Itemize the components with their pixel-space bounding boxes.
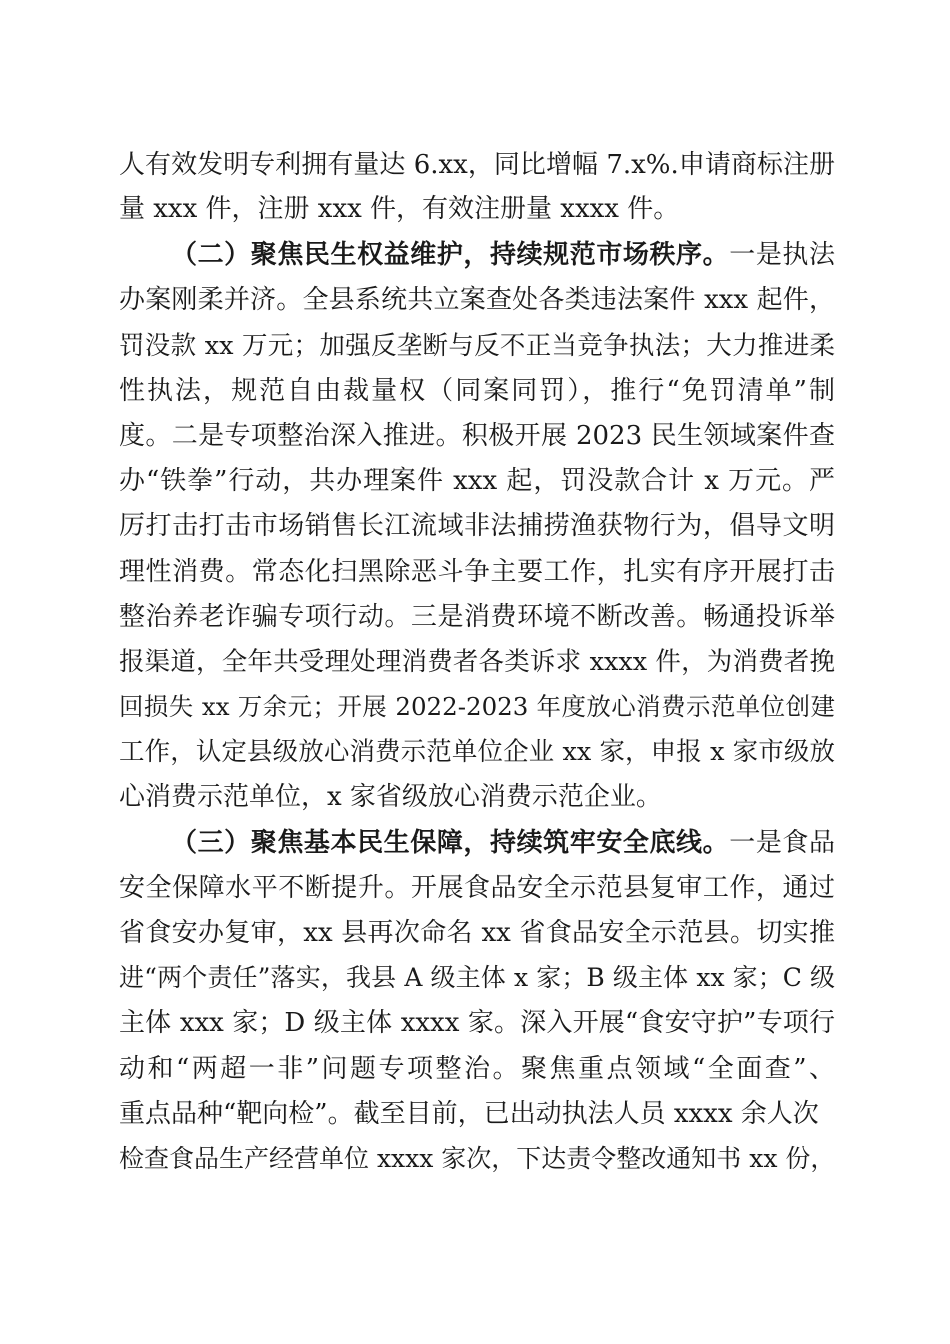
paragraph-line: 办“铁拳”行动，共办理案件 xxx 起，罚没款合计 x 万元。严 xyxy=(119,466,835,496)
paragraph-line: 主体 xxx 家；D 级主体 xxxx 家。深入开展“食安守护”专项行 xyxy=(119,1008,835,1038)
paragraph-line: 报渠道，全年共受理处理消费者各类诉求 xxxx 件，为消费者挽 xyxy=(119,647,835,677)
paragraph-line: 厉打击打击市场销售长江流域非法捕捞渔获物行为，倡导文明 xyxy=(119,511,835,541)
section-3-first-line xyxy=(171,823,835,863)
section-3-heading: （三）聚焦基本民生保障，持续筑牢安全底线。 xyxy=(171,828,730,858)
section-2-heading: （二）聚焦民生权益维护，持续规范市场秩序。 xyxy=(171,240,730,270)
paragraph-line: 省食安办复审，xx 县再次命名 xx 省食品安全示范县。切实推 xyxy=(119,918,835,948)
paragraph-line: 性执法，规范自由裁量权（同案同罚），推行“免罚清单”制 xyxy=(119,376,835,406)
section-3-first-line-rest: 一是食品 xyxy=(729,828,835,858)
paragraph-line: 心消费示范单位，x 家省级放心消费示范企业。 xyxy=(119,782,662,812)
section-2-first-line xyxy=(171,235,835,275)
paragraph-line: 量 xxx 件，注册 xxx 件，有效注册量 xxxx 件。 xyxy=(119,194,680,224)
paragraph-line: 动和“两超一非”问题专项整治。聚焦重点领域“全面查”、 xyxy=(119,1054,835,1084)
paragraph-line: 理性消费。常态化扫黑除恶斗争主要工作，扎实有序开展打击 xyxy=(119,557,835,587)
paragraph-line: 整治养老诈骗专项行动。三是消费环境不断改善。畅通投诉举 xyxy=(119,602,835,632)
paragraph-line: 办案刚柔并济。全县系统共立案查处各类违法案件 xxx 起件， xyxy=(119,285,835,315)
paragraph-line: 人有效发明专利拥有量达 6.xx，同比增幅 7.x%.申请商标注册 xyxy=(119,150,835,180)
paragraph-line: 重点品种“靶向检”。截至目前，已出动执法人员 xxxx 余人次 xyxy=(119,1099,819,1129)
paragraph-line: 回损失 xx 万余元；开展 2022-2023 年度放心消费示范单位创建 xyxy=(119,692,835,721)
paragraph-line: 罚没款 xx 万元；加强反垄断与反不正当竞争执法；大力推进柔 xyxy=(119,331,835,361)
paragraph-line: 工作，认定县级放心消费示范单位企业 xx 家，申报 x 家市级放 xyxy=(119,737,835,767)
section-2-first-line-rest: 一是执法 xyxy=(729,240,835,270)
paragraph-line: 检查食品生产经营单位 xxxx 家次，下达责令整改通知书 xx 份， xyxy=(119,1144,836,1173)
paragraph-line: 安全保障水平不断提升。开展食品安全示范县复审工作，通过 xyxy=(119,873,835,903)
paragraph-line: 进“两个责任”落实，我县 A 级主体 x 家；B 级主体 xx 家；C 级 xyxy=(119,963,835,992)
paragraph-line: 度。二是专项整治深入推进。积极开展 2023 民生领域案件查 xyxy=(119,421,835,451)
